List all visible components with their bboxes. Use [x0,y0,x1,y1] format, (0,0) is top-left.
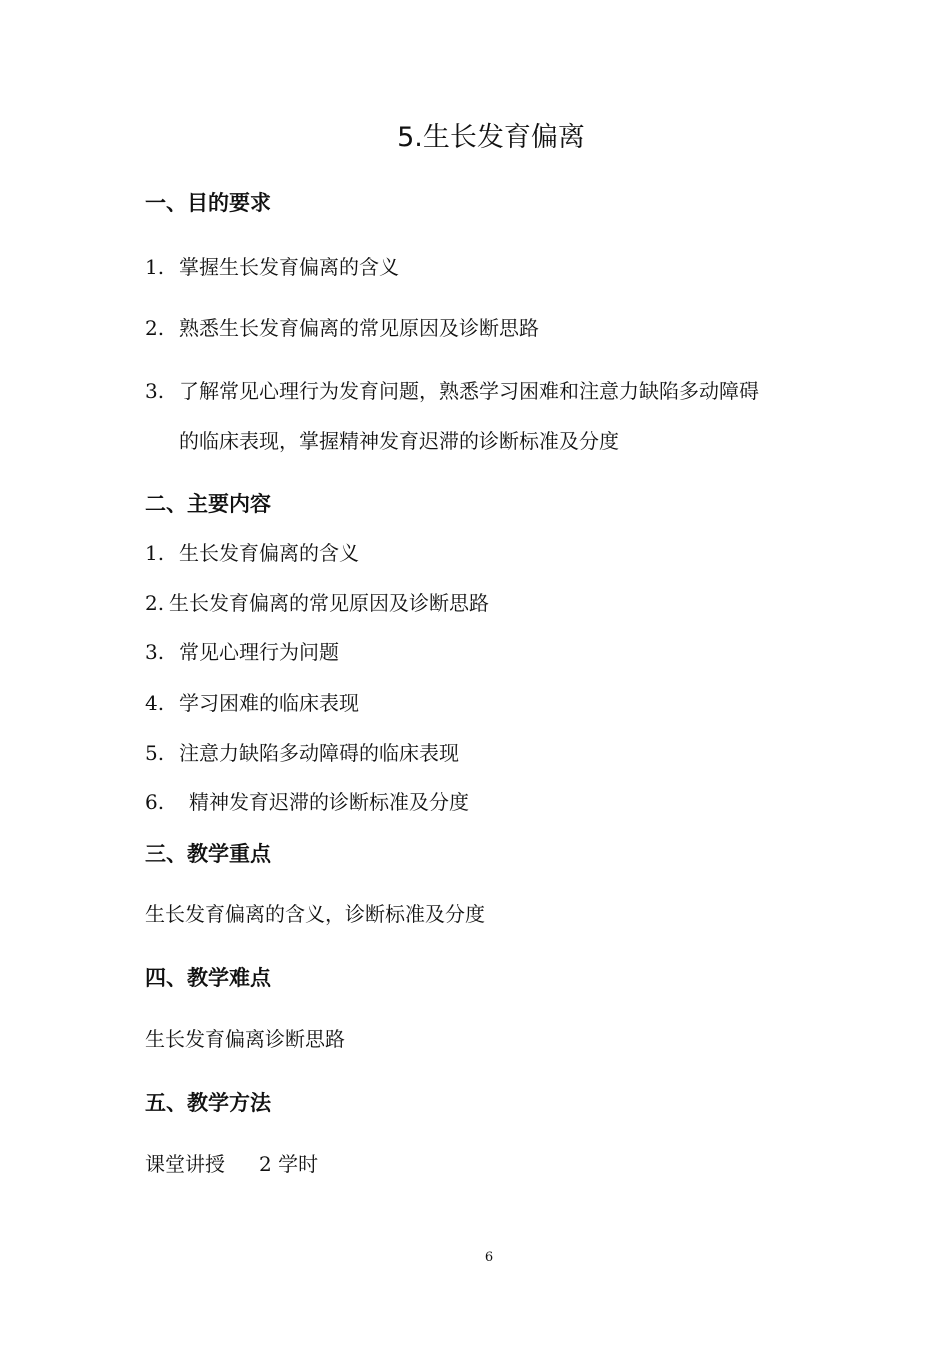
list-item-text: 生长发育偏离的含义 [179,541,359,565]
list-item [145,738,459,768]
difficulties-text: 生长发育偏离诊断思路 [145,1027,345,1051]
list-item-text: 学习困难的临床表现 [179,691,359,715]
list-item [145,538,359,568]
list-item-continuation: 的临床表现，掌握精神发育迟滞的诊断标准及分度 [179,429,619,453]
list-item-text: 掌握生长发育偏离的含义 [179,255,399,279]
list-item-text: 常见心理行为问题 [179,640,339,664]
list-item-text: 熟悉生长发育偏离的常见原因及诊断思路 [179,316,539,340]
key-points-text: 生长发育偏离的含义，诊断标准及分度 [145,902,485,926]
page-title: 5.生长发育偏离 [397,122,585,153]
list-item-number: 3. [145,379,165,403]
list-item-number: 4. [145,691,165,715]
list-item-number: 6. [145,790,165,814]
list-item [145,787,469,817]
page-number: 6 [484,1250,494,1265]
list-item [145,313,539,343]
list-item [145,637,339,667]
list-item-number: 5. [145,741,165,765]
section-heading-methods: 五、教学方法 [145,1091,271,1115]
list-item [145,252,399,282]
list-item-number: 1. [145,255,165,279]
section-heading-main-content: 二、主要内容 [145,492,271,516]
section-heading-difficulties: 四、教学难点 [145,966,271,990]
list-item [145,588,489,618]
list-item-number: 1. [145,541,165,565]
section-heading-objectives: 一、目的要求 [145,191,271,215]
teaching-hours: 2 学时 [259,1152,319,1176]
list-item-text: 精神发育迟滞的诊断标准及分度 [189,790,469,814]
list-item [145,688,359,718]
methods-line [145,1149,318,1179]
list-item-text: 生长发育偏离的常见原因及诊断思路 [169,591,489,615]
list-item-number: 2. [145,591,165,615]
list-item-text: 注意力缺陷多动障碍的临床表现 [179,741,459,765]
section-heading-key-points: 三、教学重点 [145,842,271,866]
list-item-number: 3. [145,640,165,664]
teaching-method: 课堂讲授 [145,1152,225,1176]
list-item-text: 了解常见心理行为发育问题，熟悉学习困难和注意力缺陷多动障碍 [179,379,759,403]
list-item [145,376,759,406]
list-item-number: 2. [145,316,165,340]
